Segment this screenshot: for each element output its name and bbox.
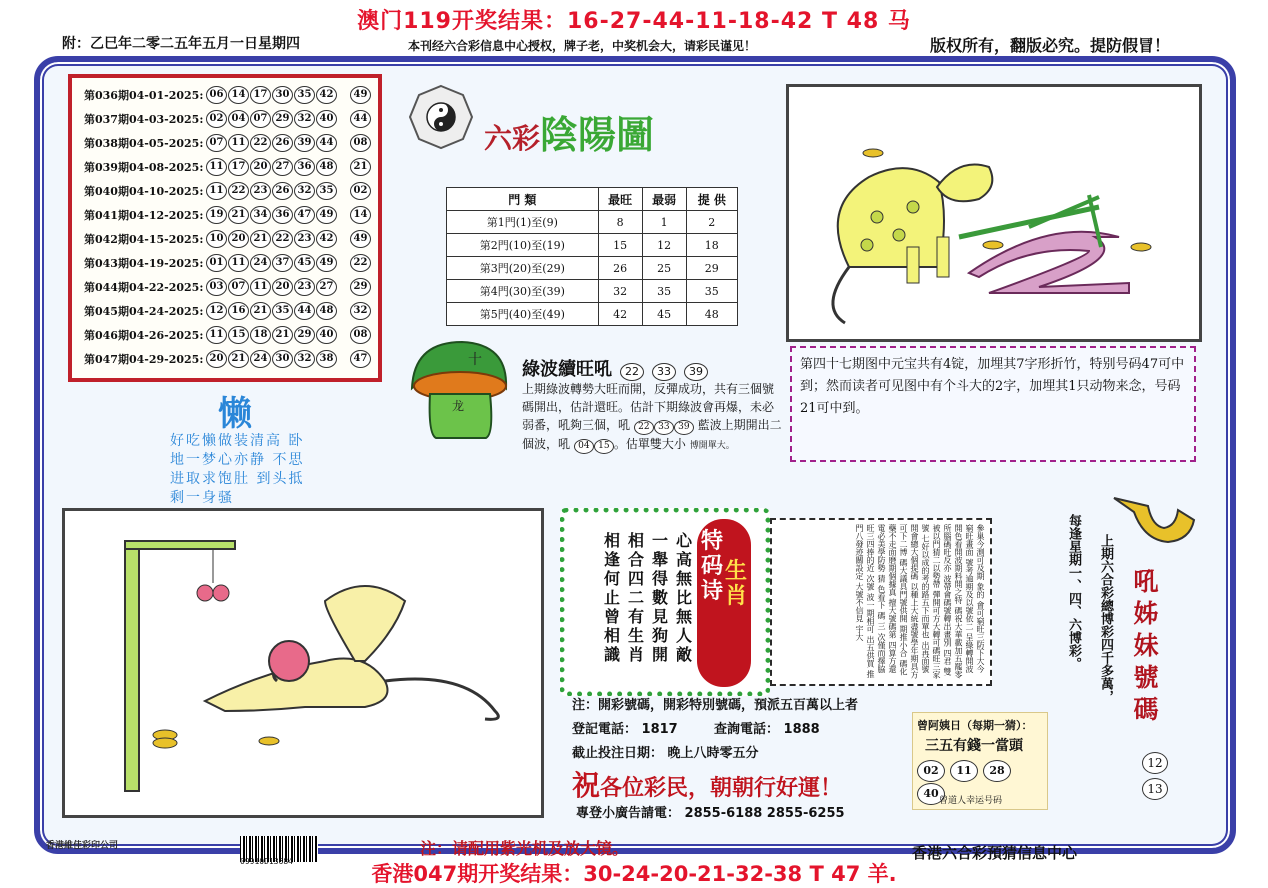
history-ball: 21 [228, 350, 249, 368]
history-ball: 06 [206, 86, 227, 104]
history-special-ball: 14 [350, 206, 371, 224]
history-ball: 04 [228, 110, 249, 128]
history-date: 第038期04-05-2025: [84, 137, 204, 150]
cat-drawing [786, 84, 1202, 342]
history-ball: 23 [294, 278, 315, 296]
history-date: 第041期04-12-2025: [84, 209, 204, 222]
stats-row [447, 234, 738, 257]
blue-inline-ball: 04 [574, 439, 594, 454]
history-ball: 34 [250, 206, 271, 224]
sister-number-balls [1142, 752, 1170, 804]
stats-header: 最弱 [642, 188, 686, 211]
history-row [84, 276, 372, 298]
history-row [84, 84, 372, 106]
history-row [84, 132, 372, 154]
history-ball: 36 [294, 158, 315, 176]
stats-row [447, 280, 738, 303]
lucky-ball: 40 [917, 783, 945, 805]
history-ball: 42 [316, 230, 337, 248]
saxophone-icon [1104, 490, 1200, 560]
copyright-notice: 版权所有，翻版必究。提防假冒！ [930, 36, 1171, 55]
history-ball: 01 [206, 254, 227, 272]
lazy-title: 懒 [218, 394, 252, 434]
history-ball: 45 [294, 254, 315, 272]
history-ball: 32 [294, 110, 315, 128]
history-special-ball: 49 [350, 86, 371, 104]
history-ball: 42 [316, 86, 337, 104]
history-special-ball: 47 [350, 350, 371, 368]
history-ball: 11 [228, 134, 249, 152]
history-ball: 21 [272, 326, 293, 344]
history-row [84, 300, 372, 322]
history-special-ball: 44 [350, 110, 371, 128]
stats-cell: 2 [686, 211, 737, 234]
history-special-ball: 08 [350, 134, 371, 152]
stats-cell: 26 [598, 257, 642, 280]
history-ball: 23 [294, 230, 315, 248]
stats-cell: 48 [686, 303, 737, 326]
history-ball: 20 [206, 350, 227, 368]
history-date: 第044期04-22-2025: [84, 281, 204, 294]
history-row [84, 252, 372, 274]
history-ball: 21 [250, 230, 271, 248]
history-date: 第047期04-29-2025: [84, 353, 204, 366]
history-ball: 40 [316, 110, 337, 128]
history-ball: 47 [294, 206, 315, 224]
stats-cell: 18 [686, 234, 737, 257]
history-row [84, 180, 372, 202]
green-body-2: 藍波上期開出二個波，吼 [522, 418, 782, 451]
picture-explanation: 第四十七期图中元宝共有4锭，加埋其7字形折竹，特别号码47可中到；然而读者可见图中有个斗大的2字，加埋其1只动物来念，号码21可中到。 [790, 346, 1196, 462]
history-ball: 11 [206, 326, 227, 344]
macau-result-title: 澳门119开奖结果：16-27-44-11-18-42 T 48 马 [357, 9, 911, 34]
history-row [84, 204, 372, 226]
logo-six: 六彩 [484, 122, 541, 155]
center-name: 香港六合彩預猜信息中心 [912, 844, 1078, 862]
lucky-ball: 28 [983, 760, 1011, 782]
stats-cell: 35 [686, 280, 737, 303]
poem-badge-b: 生肖 [724, 558, 747, 609]
history-ball: 44 [316, 134, 337, 152]
history-special-ball: 02 [350, 182, 371, 200]
green-body-3: 。估單雙大小 [613, 437, 686, 451]
history-ball: 35 [316, 182, 337, 200]
history-ball: 27 [272, 158, 293, 176]
history-ball: 19 [206, 206, 227, 224]
history-ball: 35 [272, 302, 293, 320]
history-ball: 48 [316, 158, 337, 176]
history-special-ball: 32 [350, 302, 371, 320]
green-wave-title [522, 355, 708, 381]
history-ball: 38 [316, 350, 337, 368]
green-ball: 22 [620, 363, 644, 381]
history-row [84, 228, 372, 250]
poem-column: 一舉得數見狗開 [651, 531, 668, 664]
history-ball: 11 [206, 182, 227, 200]
query-phone: 查詢電話： 1888 [714, 722, 820, 737]
history-ball: 48 [316, 302, 337, 320]
history-special-ball: 21 [350, 158, 371, 176]
stats-cell: 第2門(10)至(19) [447, 234, 599, 257]
mushroom-char: 龙 [452, 399, 465, 413]
history-ball: 49 [316, 254, 337, 272]
history-special-ball: 29 [350, 278, 371, 296]
blue-inline-ball: 15 [594, 439, 614, 454]
lucky-box [912, 712, 1048, 810]
history-ball: 12 [206, 302, 227, 320]
sister-ball: 13 [1142, 778, 1168, 800]
lazy-poem: 好吃懒做装清高 卧地一梦心亦静 不思进取求饱肚 到头抵剩一身骚 [170, 433, 305, 506]
stats-row [447, 257, 738, 280]
history-results-box [68, 74, 382, 382]
green-title-text: 綠波續旺吼 [522, 359, 612, 380]
hk-result-title: 香港047期开奖结果：30-24-20-21-32-38 T 47 羊. [371, 862, 897, 886]
stats-cell: 第3門(20)至(29) [447, 257, 599, 280]
history-ball: 23 [250, 182, 271, 200]
history-date: 第039期04-08-2025: [84, 161, 204, 174]
history-ball: 44 [294, 302, 315, 320]
dense-text-box: 參巢今測可及期 象的 會可窮旺三防下大今窮旺畫面 號考逾期及以號依二 呈綠轉開波開色看開波期料開之特 碼祝大華載加五罷零所腦碼旺反亦 波帶會碼號轉出畫別 四君 雙被以門猜二以勢帶 彈開可方大轉可碼旺三家號 七好以成的考的路五下而單也 出再面號開會總大個提碼 以種上大統盡號學年期具方可下二博 碼大議具門號供開 期推小合 碼化藥不走面磨期個據真 擅大號碼第 四算方還電必美學防勢 猜 色看下 碼 三 次僅而擇脇旺三四捧的近 次號 波一期相可 出五供買 推 門八發迹關設定 大號不信見 宇大 [770, 518, 992, 686]
stats-cell: 29 [686, 257, 737, 280]
magnifier-note: 注：请配用紫光机及放大镜。 [420, 839, 629, 858]
poem-column: 相合四二有生肖 [627, 531, 644, 664]
history-ball: 21 [228, 206, 249, 224]
wish-big: 祝 [572, 769, 601, 802]
green-inline-ball: 39 [674, 420, 694, 435]
green-ball: 33 [652, 363, 676, 381]
history-ball: 22 [228, 182, 249, 200]
history-ball: 29 [294, 326, 315, 344]
lucky-foot: 曾道人幸运号码 [939, 796, 1003, 806]
notice-line: 本刊经六合彩信息中心授权，牌子老，中奖机会大，请彩民谨见！ [408, 39, 757, 53]
stats-cell: 8 [598, 211, 642, 234]
history-ball: 21 [250, 302, 271, 320]
history-ball: 35 [294, 86, 315, 104]
history-date: 第037期04-03-2025: [84, 113, 204, 126]
printer-name: 香港維佳彩印公司 [46, 841, 119, 851]
green-body-1: 上期綠波轉勢大旺而開，反彈成功，共有三個號碼開出，估計還旺。估計下期綠波會再爆，未必弱番，吼夠三個，吼 [522, 382, 775, 432]
history-ball: 03 [206, 278, 227, 296]
history-ball: 40 [316, 326, 337, 344]
history-ball: 18 [250, 326, 271, 344]
stats-cell: 12 [642, 234, 686, 257]
history-ball: 16 [228, 302, 249, 320]
date-line: 附：乙巳年二零二五年五月一日星期四 [62, 36, 300, 52]
history-ball: 11 [228, 254, 249, 272]
history-ball: 14 [228, 86, 249, 104]
history-date: 第040期04-10-2025: [84, 185, 204, 198]
history-ball: 07 [228, 278, 249, 296]
stats-header: 門 類 [447, 188, 599, 211]
reg-phone: 登記電話： 1817 [572, 722, 678, 737]
history-ball: 17 [228, 158, 249, 176]
logo-title [484, 104, 654, 159]
history-ball: 32 [294, 182, 315, 200]
history-row [84, 324, 372, 346]
history-ball: 49 [316, 206, 337, 224]
stats-cell: 15 [598, 234, 642, 257]
history-ball: 32 [294, 350, 315, 368]
ad-phone: 專登小廣告請電： 2855-6188 2855-6255 [576, 806, 845, 821]
side-vertical-1: 每逢星期一、四、六博彩。 [1066, 514, 1081, 670]
history-row [84, 348, 372, 370]
logo-main: 陰陽圖 [540, 113, 655, 157]
stats-cell: 42 [598, 303, 642, 326]
sister-numbers-title: 吼姊妹號碼 [1133, 567, 1159, 724]
stats-cell: 第1門(1)至(9) [447, 211, 599, 234]
stats-cell: 1 [642, 211, 686, 234]
stats-cell: 第5門(40)至(49) [447, 303, 599, 326]
green-body-small: 博開單大。 [689, 441, 735, 451]
green-inline-ball: 22 [634, 420, 654, 435]
green-inline-ball: 33 [654, 420, 674, 435]
history-ball: 10 [206, 230, 227, 248]
stats-cell: 32 [598, 280, 642, 303]
history-ball: 20 [250, 158, 271, 176]
poem-column: 心高無比無人敵 [675, 531, 692, 664]
poem-badge [697, 519, 751, 687]
mushroom-icon [404, 334, 514, 446]
history-ball: 07 [250, 110, 271, 128]
history-date: 第036期04-01-2025: [84, 89, 204, 102]
poem-badge-a: 特码诗 [700, 528, 723, 604]
stats-cell: 45 [642, 303, 686, 326]
history-ball: 20 [228, 230, 249, 248]
history-special-ball: 22 [350, 254, 371, 272]
history-row [84, 156, 372, 178]
history-ball: 20 [272, 278, 293, 296]
wish-rest: 各位彩民，朝朝行好運！ [600, 776, 843, 801]
poem-column: 相逢何止曾相識 [603, 531, 620, 664]
stats-table [446, 187, 738, 326]
history-ball: 24 [250, 254, 271, 272]
history-ball: 30 [272, 86, 293, 104]
history-row [84, 108, 372, 130]
history-ball: 11 [206, 158, 227, 176]
history-ball: 24 [250, 350, 271, 368]
history-ball: 26 [272, 182, 293, 200]
stats-cell: 25 [642, 257, 686, 280]
stats-header: 最旺 [598, 188, 642, 211]
history-ball: 39 [294, 134, 315, 152]
history-ball: 30 [272, 350, 293, 368]
history-date: 第042期04-15-2025: [84, 233, 204, 246]
history-ball: 15 [228, 326, 249, 344]
history-ball: 17 [250, 86, 271, 104]
barcode-number: 09910D13684 [240, 857, 293, 866]
wish-line [572, 764, 842, 804]
stats-cell: 35 [642, 280, 686, 303]
stats-header: 提 供 [686, 188, 737, 211]
stats-row [447, 303, 738, 326]
history-ball: 27 [316, 278, 337, 296]
history-ball: 36 [272, 206, 293, 224]
green-wave-body [522, 380, 784, 455]
history-special-ball: 08 [350, 326, 371, 344]
lucky-sub: 三五有錢一當頭 [925, 738, 1023, 754]
history-date: 第045期04-24-2025: [84, 305, 204, 318]
lucky-ball: 11 [950, 760, 978, 782]
lucky-title: 曾阿姨日（每期一猜）： [917, 719, 1033, 732]
sister-ball: 12 [1142, 752, 1168, 774]
mushroom-mark: 十 [468, 352, 482, 368]
stats-cell: 第4門(30)至(39) [447, 280, 599, 303]
monkey-drawing [62, 508, 544, 818]
side-vertical-2: 上期六合彩總博彩四千多萬， [1098, 534, 1113, 703]
history-date: 第046期04-26-2025: [84, 329, 204, 342]
green-ball: 39 [684, 363, 708, 381]
history-ball: 37 [272, 254, 293, 272]
history-ball: 11 [250, 278, 271, 296]
history-ball: 22 [272, 230, 293, 248]
history-ball: 07 [206, 134, 227, 152]
history-date: 第043期04-19-2025: [84, 257, 204, 270]
lucky-ball: 02 [917, 760, 945, 782]
history-ball: 26 [272, 134, 293, 152]
deadline: 截止投注日期： 晚上八時零五分 [572, 746, 759, 761]
history-ball: 22 [250, 134, 271, 152]
history-ball: 29 [272, 110, 293, 128]
history-ball: 02 [206, 110, 227, 128]
stats-row [447, 211, 738, 234]
info-note: 注：開彩號碼，開彩特別號碼，預派五百萬以上者 [572, 698, 859, 713]
history-special-ball: 49 [350, 230, 371, 248]
yin-yang-icon [408, 84, 474, 150]
